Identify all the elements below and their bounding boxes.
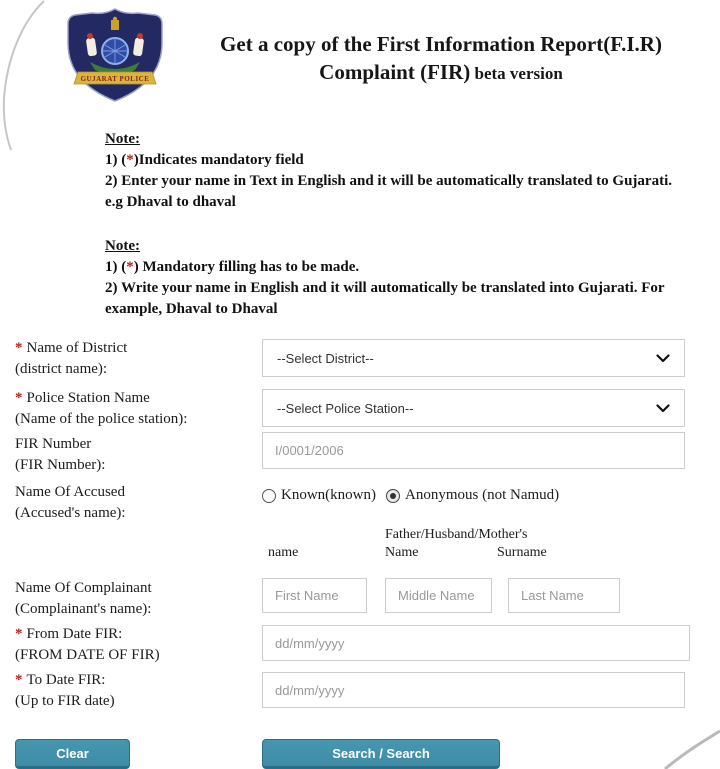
chevron-down-icon [656,404,670,413]
note-line-translate: 2) Enter your name in Text in English and it will be automatically translated to Gujarati. [105,173,672,189]
police-station-select[interactable] [262,389,685,427]
note-block-2 [105,236,720,320]
radio-known-label: Known(known) [281,487,376,503]
beta-version-label: beta version [470,64,563,83]
radio-circle-icon [386,489,400,503]
column-header-name: name [268,545,299,560]
gujarat-police-logo-icon [60,5,170,105]
police-station-label: * Police Station Name (Name of the police station): [15,390,188,427]
middle-name-input[interactable] [385,578,492,613]
page-title-line1: Get a copy of the First Information Report(F.I.R) [220,32,662,56]
note-heading: Note: [105,131,140,147]
accused-radio-group [262,487,559,504]
note-line-translate: 2) Write your name in English and it will automatically be translated into Gujarati. For [105,280,665,296]
fir-number-input[interactable] [262,432,685,469]
note-line-example: e.g Dhaval to dhaval [105,194,236,210]
to-date-label: * To Date FIR: (Up to FIR date) [15,672,115,709]
district-select-value: --Select District-- [277,350,374,366]
from-date-label: * From Date FIR: (FROM DATE OF FIR) [15,626,160,663]
radio-anonymous[interactable] [386,487,559,504]
radio-anonymous-label: Anonymous (not Namud) [405,487,560,503]
from-date-input[interactable] [262,625,690,661]
page-title-line2: Complaint (FIR) beta version [319,60,563,84]
to-date-input[interactable] [262,672,685,708]
clear-button[interactable]: Clear [15,739,130,769]
last-name-input[interactable] [508,578,620,613]
note-line-mandatory: 1) (*)Indicates mandatory field [105,152,304,168]
police-station-select-value: --Select Police Station-- [277,400,414,416]
note-block-1 [105,129,720,213]
radio-known[interactable] [262,487,376,504]
first-name-input[interactable] [262,578,367,613]
column-header-father-husband-mother: Father/Husband/Mother's Name [385,527,528,560]
note-line-mandatory: 1) (*) Mandatory filling has to be made. [105,259,360,275]
district-label: * Name of District (district name): [15,340,128,377]
accused-label: Name Of Accused (Accused's name): [15,484,126,521]
page-title [168,30,714,88]
fir-number-label: FIR Number (FIR Number): [15,436,106,473]
district-select[interactable] [262,339,685,377]
complainant-label: Name Of Complainant (Complainant's name): [15,580,152,617]
radio-circle-icon [262,489,276,503]
note-line-example: example, Dhaval to Dhaval [105,301,278,317]
search-button[interactable]: Search / Search [262,739,500,769]
logo-banner-text: GUJARAT POLICE [80,75,150,83]
note-heading: Note: [105,238,140,254]
chevron-down-icon [656,354,670,363]
column-header-surname: Surname [497,545,547,560]
